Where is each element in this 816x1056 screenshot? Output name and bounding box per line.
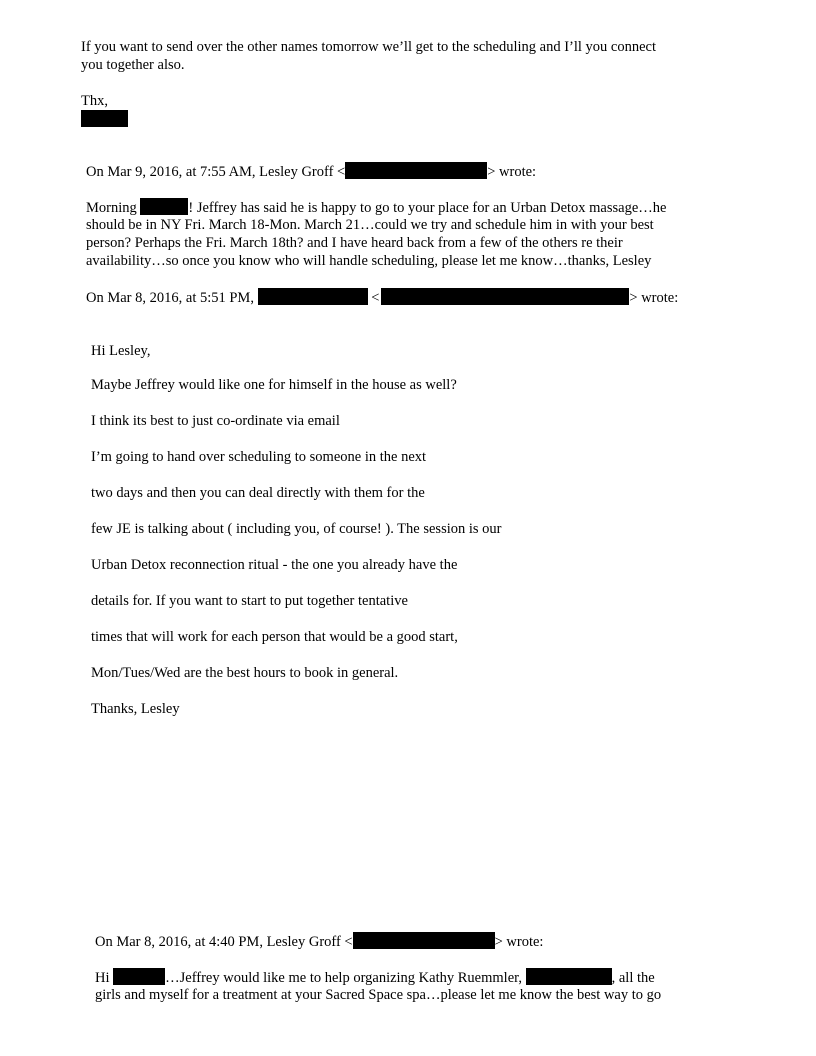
body-line: Urban Detox reconnection ritual - the one you already have the bbox=[91, 557, 458, 573]
body-line: I’m going to hand over scheduling to someone in the next bbox=[91, 449, 427, 465]
message-header: On Mar 8, 2016, at 5:51 PM, < > wrote: bbox=[86, 290, 679, 306]
name-redaction bbox=[258, 288, 368, 305]
body-line: Maybe Jeffrey would like one for himself in the house as well? bbox=[91, 377, 457, 393]
body-line: Hi Lesley, bbox=[91, 343, 151, 359]
body-line: Hi …Jeffrey would like me to help organizing Kathy Ruemmler, , all the bbox=[95, 970, 655, 986]
body-line: Mon/Tues/Wed are the best hours to book in general. bbox=[91, 665, 399, 681]
body-line: person? Perhaps the Fri. March 18th? and I have heard back from a few of the others re their bbox=[86, 235, 623, 251]
body-line: If you want to send over the other names tomorrow we’ll get to the scheduling and I’ll you connect bbox=[81, 39, 657, 55]
message-header: On Mar 9, 2016, at 7:55 AM, Lesley Groff < > wrote: bbox=[86, 164, 537, 180]
body-line: Morning ! Jeffrey has said he is happy to go to your place for an Urban Detox massage…he bbox=[86, 200, 667, 216]
body-line: you together also. bbox=[81, 57, 185, 73]
body-line: times that will work for each person that would be a good start, bbox=[91, 629, 458, 645]
body-line: availability…so once you know who will handle scheduling, please let me know…thanks, Lesley bbox=[86, 253, 652, 269]
body-line: should be in NY Fri. March 18-Mon. March 21…could we try and schedule him in with your best bbox=[86, 217, 654, 233]
body-line: I think its best to just co-ordinate via email bbox=[91, 413, 340, 429]
sender-redaction bbox=[81, 110, 128, 129]
body-line: few JE is talking about ( including you, of course! ). The session is our bbox=[91, 521, 502, 537]
signoff: Thx, bbox=[81, 93, 108, 109]
body-line: girls and myself for a treatment at your Sacred Space spa…please let me know the best way to go bbox=[95, 987, 662, 1003]
name-redaction bbox=[526, 968, 612, 985]
body-line: two days and then you can deal directly with them for the bbox=[91, 485, 425, 501]
message-header: On Mar 8, 2016, at 4:40 PM, Lesley Groff < > wrote: bbox=[95, 934, 544, 950]
email-redaction bbox=[381, 288, 629, 305]
body-line: details for. If you want to start to put together tentative bbox=[91, 593, 408, 609]
name-redaction bbox=[140, 198, 188, 215]
name-redaction bbox=[113, 968, 165, 985]
email-redaction bbox=[345, 162, 487, 179]
body-line: Thanks, Lesley bbox=[91, 701, 180, 717]
email-redaction bbox=[353, 932, 495, 949]
